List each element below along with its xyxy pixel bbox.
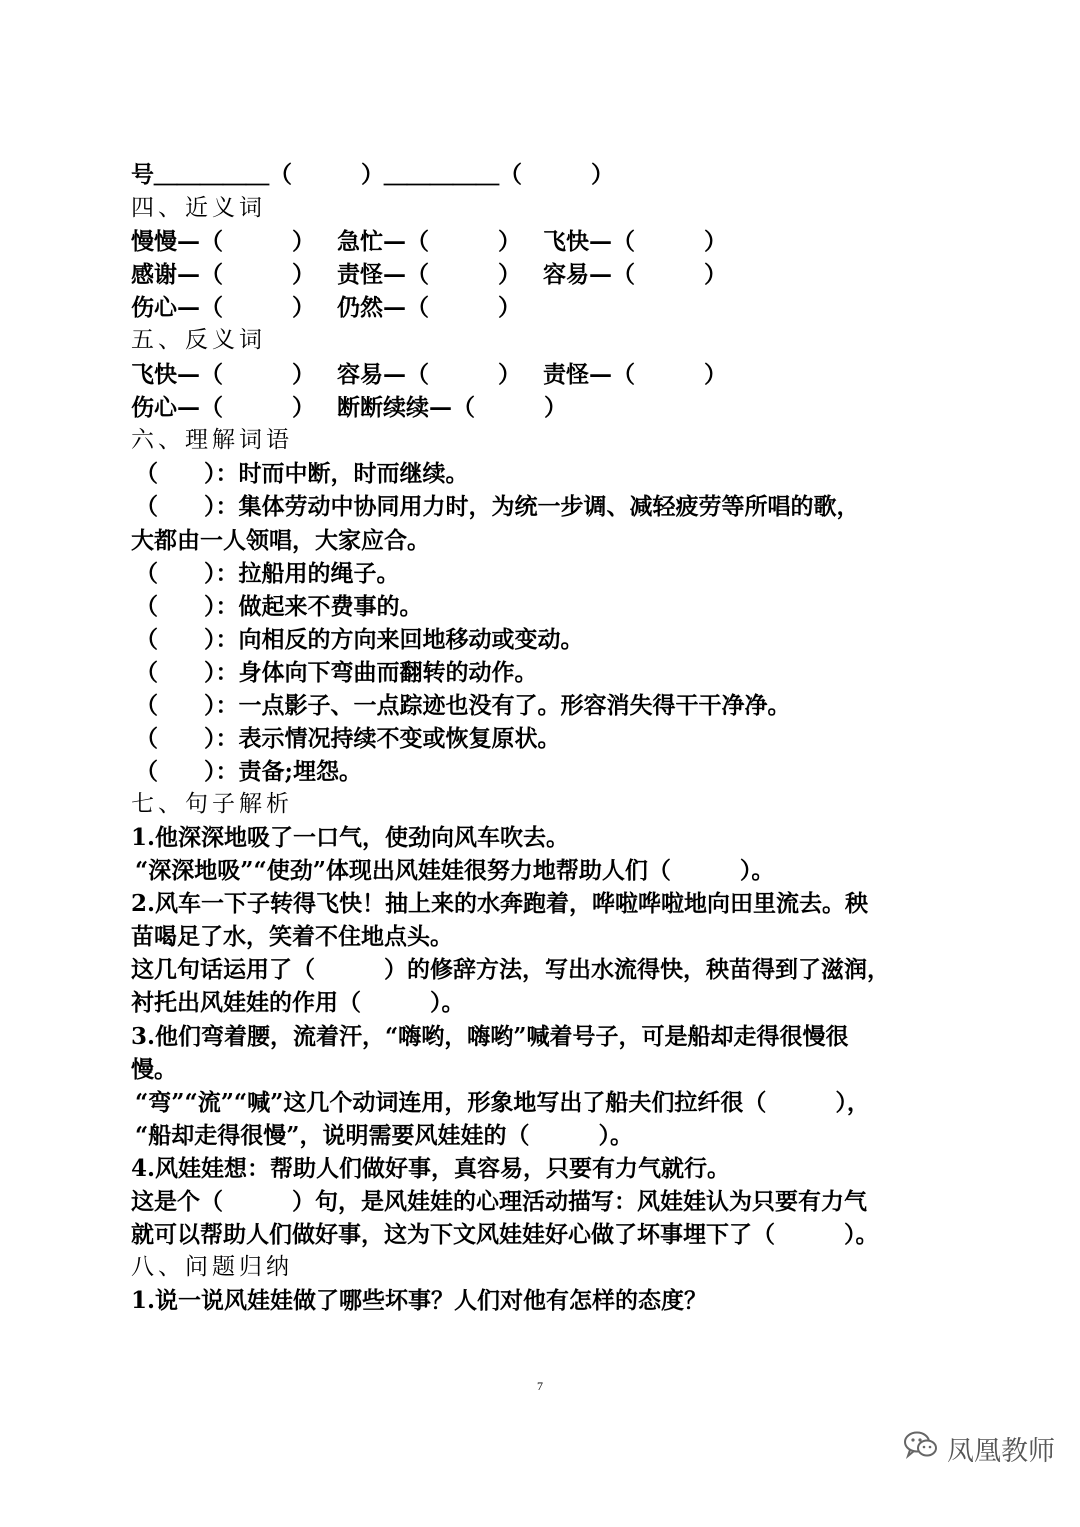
synonym-item: 仍然—（ ） bbox=[337, 294, 521, 321]
synonym-item: 急忙—（ ） bbox=[337, 228, 521, 255]
sentence-line: “深深地吸”“使劲”体现出风娃娃很努力地帮助人们（ ）。 bbox=[135, 857, 775, 884]
definition-line: （ ）：表示情况持续不变或恢复原状。 bbox=[135, 725, 561, 752]
antonym-item: 飞快—（ ） bbox=[131, 361, 315, 388]
section-heading-sentence-analysis: 七、句子解析 bbox=[131, 791, 293, 817]
watermark bbox=[903, 1428, 1055, 1468]
sentence-line: 2.风车一下子转得飞快！抽上来的水奔跑着，哗啦哗啦地向田里流去。秧 bbox=[131, 890, 869, 917]
synonym-item: 伤心—（ ） bbox=[131, 294, 315, 321]
watermark-text: 凤凰教师 bbox=[947, 1435, 1055, 1467]
definition-line: （ ）：一点影子、一点踪迹也没有了。形容消失得干干净净。 bbox=[135, 692, 791, 719]
sentence-line: 衬托出风娃娃的作用（ ）。 bbox=[131, 989, 465, 1016]
page-number: 7 bbox=[537, 1379, 543, 1393]
synonym-item: 飞快—（ ） bbox=[543, 228, 727, 255]
section-heading-antonyms: 五、反义词 bbox=[131, 327, 266, 353]
antonym-item: 责怪—（ ） bbox=[543, 361, 727, 388]
sentence-line: “船却走得很慢”，说明需要风娃娃的（ ）。 bbox=[135, 1122, 633, 1149]
synonym-item: 感谢—（ ） bbox=[131, 261, 315, 288]
sentence-line: 就可以帮助人们做好事，这为下文风娃娃好心做了坏事埋下了（ ）。 bbox=[131, 1221, 879, 1248]
synonym-item: 责怪—（ ） bbox=[337, 261, 521, 288]
synonym-item: 慢慢—（ ） bbox=[131, 228, 315, 255]
definition-line: （ ）：身体向下弯曲而翻转的动作。 bbox=[135, 659, 538, 686]
synonym-item: 容易—（ ） bbox=[543, 261, 727, 288]
sentence-line: “弯”“流”“喊”这几个动词连用，形象地写出了船夫们拉纤很（ ）， bbox=[135, 1089, 870, 1116]
fill-blank-line: 号＿＿＿＿＿（ ）＿＿＿＿＿（ ） bbox=[131, 161, 614, 188]
definition-line: （ ）：责备;埋怨。 bbox=[135, 758, 362, 785]
sentence-line: 4.风娃娃想：帮助人们做好事，真容易，只要有力气就行。 bbox=[131, 1155, 731, 1182]
sentence-line: 这是个（ ）句，是风娃娃的心理活动描写：风娃娃认为只要有力气 bbox=[131, 1188, 867, 1215]
section-heading-word-meanings: 六、理解词语 bbox=[131, 427, 293, 453]
sentence-line: 慢。 bbox=[131, 1056, 177, 1083]
antonym-item: 伤心—（ ） bbox=[131, 394, 315, 421]
sentence-line: 这几句话运用了（ ）的修辞方法，写出水流得快，秧苗得到了滋润， bbox=[131, 956, 890, 983]
section-heading-questions: 八、问题归纳 bbox=[131, 1254, 293, 1280]
definition-line: （ ）：集体劳动中协同用力时，为统一步调、减轻疲劳等所唱的歌， bbox=[135, 493, 860, 520]
definition-line: （ ）：时而中断，时而继续。 bbox=[135, 460, 469, 487]
wechat-icon bbox=[903, 1430, 939, 1467]
definition-line: （ ）：拉船用的绳子。 bbox=[135, 560, 400, 587]
antonym-item: 断断续续—（ ） bbox=[337, 394, 567, 421]
question-line: 1.说一说风娃娃做了哪些坏事？人们对他有怎样的态度？ bbox=[131, 1287, 708, 1314]
sentence-line: 苗喝足了水，笑着不住地点头。 bbox=[131, 923, 453, 950]
antonym-item: 容易—（ ） bbox=[337, 361, 521, 388]
section-heading-synonyms: 四、近义词 bbox=[131, 195, 266, 221]
sentence-line: 1.他深深地吸了一口气，使劲向风车吹去。 bbox=[131, 824, 570, 851]
definition-line: （ ）：做起来不费事的。 bbox=[135, 593, 423, 620]
definition-line: （ ）：向相反的方向来回地移动或变动。 bbox=[135, 626, 584, 653]
definition-line-continued: 大都由一人领唱，大家应合。 bbox=[131, 527, 430, 554]
sentence-line: 3.他们弯着腰，流着汗，“嗨哟，嗨哟”喊着号子，可是船却走得很慢很 bbox=[131, 1023, 849, 1050]
